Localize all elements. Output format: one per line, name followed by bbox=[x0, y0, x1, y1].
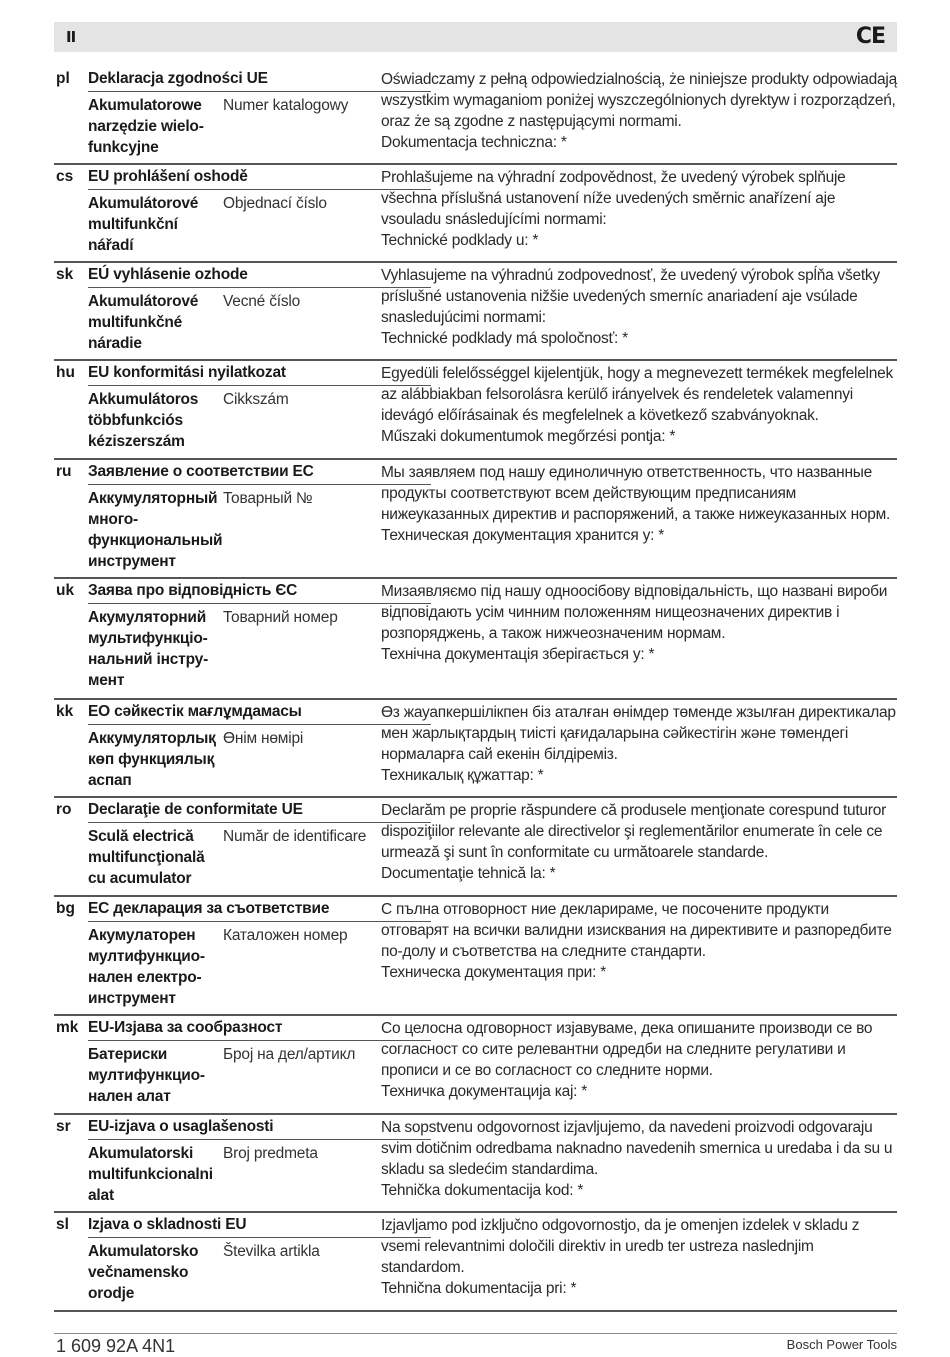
declaration-title: Deklaracja zgodności UE bbox=[88, 68, 431, 92]
language-code: sk bbox=[56, 266, 74, 283]
catalog-number-label: Өнім нөмірі bbox=[223, 730, 304, 747]
conformity-statement: Na sopstvenu odgovornost izjavljujemo, da navedeni proizvodi odgovaraju svim dotičnim odredbama naknadno navedenih smernica u uredaba i da su u skladu sa sledećim standardima. Tehnička dokumentacija kod: * bbox=[381, 1119, 893, 1199]
declaration-title: Declaraţie de conformitate UE bbox=[88, 799, 431, 823]
conformity-statement: Өз жауапкершілікпен біз аталған өнімдер төменде жзылған директикалар мен жарлықтардың тиісті қағидаларына сәйкестігін және төмендегі нормаларға сай екенін білдіреміз. Техникалық құжаттар: * bbox=[381, 704, 896, 784]
catalog-number-label: Številka artikla bbox=[223, 1243, 320, 1260]
product-name: Akumulátorové multifunkčné náradie bbox=[88, 293, 199, 352]
declaration-row bbox=[54, 1214, 897, 1312]
declaration-title: EU-Изјава за сообразност bbox=[88, 1017, 431, 1041]
catalog-number-label: Товарний номер bbox=[223, 609, 338, 626]
declaration-row bbox=[54, 580, 897, 700]
conformity-statement: Declarăm pe proprie răspundere că produsele menţionate corespund tuturor dispoziţiilor relevante ale directivelor şi reglementărilor enumerate în cele ce urmează şi sunt în conformitate cu următoarele standarde. Documentaţie tehnică la: * bbox=[381, 802, 886, 882]
declaration-row bbox=[54, 264, 897, 361]
declaration-title: EU prohlášení oshodě bbox=[88, 166, 431, 190]
conformity-statement: Vyhlasujeme na výhradnú zodpovednosť, že uvedený výrobok spĺňa všetky príslušné ustanovenia nižšie uvedených smerníc anariadení aje vsúlade snasledujúcimi normami: Technické podklady má spoločnosť: * bbox=[381, 267, 880, 347]
conformity-statement: Izjavljamo pod izključno odgovornostjo, da je omenjen izdelek v skladu z vsemi relevantnimi določili direktiv in uredb ter ustreza naslednjim standardom. Tehnična dokumentacija pri: * bbox=[381, 1217, 860, 1297]
conformity-statement: Мы заявляем под нашу единоличную ответственность, что названные продукты соответствуют всем действующим предписаниям нижеуказанных директив и распоряжений, а также нижеуказанных норм. Техническая документация хранится у: * bbox=[381, 464, 891, 544]
conformity-statement: Мизаявляємо під нашу одноосібову відповідальність, що названі вироби відповідають усім чинним положенням нищеозначених директив і розпоряджень, а також нижчеозначеним нормам. Технічна документація зберігається у: * bbox=[381, 583, 888, 663]
declaration-title: Заявление о соответствии ЕС bbox=[88, 461, 431, 485]
product-name: Аккумуляторный многофункциональный инструмент bbox=[88, 490, 223, 570]
product-name: Akumulátorové multifunkční nářadí bbox=[88, 195, 199, 254]
catalog-number-label: Numer katalogowy bbox=[223, 97, 349, 114]
declaration-title: EÚ vyhlásenie ozhode bbox=[88, 264, 431, 288]
language-code: ru bbox=[56, 463, 72, 480]
catalog-number-label: Număr de identificare bbox=[223, 828, 367, 845]
declaration-title: Заява про відповідність ЄС bbox=[88, 580, 431, 604]
footer-divider bbox=[54, 1333, 897, 1334]
declaration-row bbox=[54, 166, 897, 263]
declaration-title: EU-izjava o usaglašenosti bbox=[88, 1116, 431, 1140]
ce-mark-icon: CE bbox=[855, 24, 885, 49]
language-code: sr bbox=[56, 1118, 71, 1135]
declaration-row bbox=[54, 461, 897, 579]
declaration-row bbox=[54, 799, 897, 897]
brand-name: Bosch Power Tools bbox=[786, 1337, 897, 1352]
language-code: sl bbox=[56, 1216, 69, 1233]
product-name: Akumulatorski multifunkcionalni alat bbox=[88, 1145, 213, 1204]
language-code: hu bbox=[56, 364, 75, 381]
declaration-row bbox=[54, 362, 897, 460]
product-name: Sculă electrică multifuncţională cu acumulator bbox=[88, 828, 205, 887]
language-code: bg bbox=[56, 900, 75, 917]
product-name: Akumulatorsko večnamensko orodje bbox=[88, 1243, 199, 1302]
language-code: mk bbox=[56, 1019, 79, 1036]
product-name: Акумулаторен мултифункционален електроинструмент bbox=[88, 927, 206, 1007]
page-label: II bbox=[66, 28, 76, 46]
conformity-statement: Egyedüli felelősséggel kijelentjük, hogy a megnevezett termékek megfelelnek az alábbiakban felsorolásra kerülő irányelvek és rendeletek valamennyi idevágó előírásainak és megfelelnek a következő szabványoknak. Műszaki dokumentumok megőrzési pontja: * bbox=[381, 365, 893, 445]
product-name: Акумуляторний мультифункціональний інструмент bbox=[88, 609, 209, 689]
document-number: 1 609 92A 4N1 bbox=[56, 1336, 176, 1356]
conformity-statement: Oświadczamy z pełną odpowiedzialnością, że niniejsze produkty odpowiadają wszystkim wymaganiom poniżej wyszczególnionych dyrektyw i rozporządzeń, oraz że są zgodne z następującymi normami. Dokumentacja techniczna: * bbox=[381, 71, 897, 151]
language-code: pl bbox=[56, 70, 70, 87]
declaration-title: Izjava o skladnosti EU bbox=[88, 1214, 431, 1238]
declaration-row bbox=[54, 898, 897, 1016]
catalog-number-label: Objednací číslo bbox=[223, 195, 327, 212]
declaration-row bbox=[54, 1017, 897, 1115]
catalog-number-label: Товарный № bbox=[223, 490, 313, 507]
catalog-number-label: Број на дел/артикл bbox=[223, 1046, 356, 1063]
declaration-title: EU konformitási nyilatkozat bbox=[88, 362, 431, 386]
declaration-row bbox=[54, 701, 897, 798]
declaration-title: ЕС декларация за съответствие bbox=[88, 898, 431, 922]
conformity-statement: С пълна отговорност ние декларираме, че посочените продукти отговарят на всички валидни изисквания на директивите и разпоредбите по-долу и съответства на следните стандарти. Техническа документация при: * bbox=[381, 901, 892, 981]
conformity-statement: Со целосна одговорност изјавуваме, дека опишаните производи се во согласност со сите релевантни одредби на следните регулативи и прописи и се во согласност со следните норми. Техничка документација кај: * bbox=[381, 1020, 873, 1100]
catalog-number-label: Каталожен номер bbox=[223, 927, 348, 944]
conformity-statement: Prohlašujeme na výhradní zodpovědnost, že uvedený výrobek splňuje všechna příslušná ustanovení níže uvedených směrnic anařízení aje vsouladu snásledujícími normami: Technické podklady u: * bbox=[381, 169, 846, 249]
page-header-bar bbox=[54, 22, 897, 52]
product-name: Аккумуляторлық көп функциялық аспап bbox=[88, 730, 216, 789]
product-name: Батериски мултифункционален алат bbox=[88, 1046, 206, 1105]
product-name: Akumulatorowe narzędzie wielofunkcyjne bbox=[88, 97, 204, 156]
catalog-number-label: Vecné číslo bbox=[223, 293, 301, 310]
declaration-title: ЕО сәйкестік мағлұмдамасы bbox=[88, 701, 431, 725]
language-code: kk bbox=[56, 703, 74, 720]
language-code: uk bbox=[56, 582, 75, 599]
declaration-row bbox=[54, 1116, 897, 1213]
language-code: cs bbox=[56, 168, 74, 185]
catalog-number-label: Broj predmeta bbox=[223, 1145, 318, 1162]
product-name: Akkumulátoros többfunkciós kéziszerszám bbox=[88, 391, 199, 450]
declaration-row bbox=[54, 68, 897, 165]
catalog-number-label: Cikkszám bbox=[223, 391, 289, 408]
language-code: ro bbox=[56, 801, 72, 818]
